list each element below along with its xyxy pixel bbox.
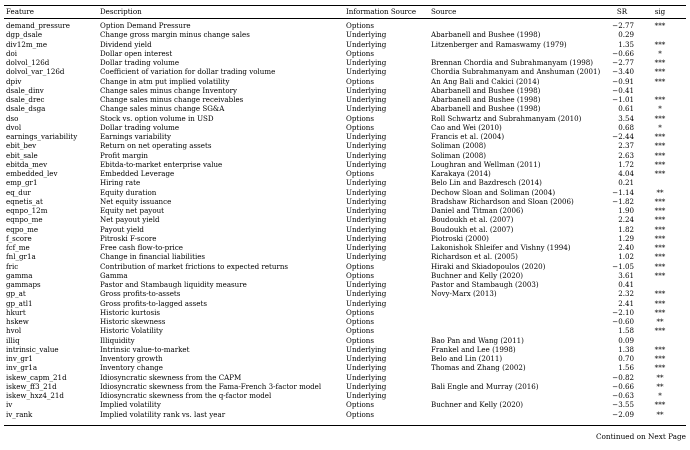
top-rule: [4, 5, 686, 6]
cell-feature: dvol: [6, 122, 22, 132]
cell-description: Idiosyncratic skewness from the Fama-French 3-factor model: [100, 381, 322, 391]
table-row: [4, 188, 686, 197]
table-row: [4, 49, 686, 58]
cell-info: Underlying: [346, 58, 387, 67]
cell-info: Underlying: [346, 344, 387, 354]
cell-feature: fnl_gr1a: [6, 252, 36, 262]
cell-info: Underlying: [346, 159, 387, 169]
cell-feature: ebitda_mev: [6, 159, 48, 169]
cell-sig: ***: [654, 363, 666, 373]
header-rule: [4, 18, 686, 19]
header-feature: Feature: [6, 7, 34, 16]
cell-feature: emp_gr1: [6, 178, 38, 188]
cell-sig: ***: [654, 354, 666, 363]
cell-description: Inventory change: [100, 363, 163, 373]
cell-info: Options: [346, 335, 374, 345]
cell-sr: 0.21: [618, 178, 634, 188]
table-row: [4, 67, 686, 76]
table-row: [4, 77, 686, 86]
cell-info: Underlying: [346, 354, 387, 363]
cell-feature: ebit_bev: [6, 141, 37, 151]
cell-source: Boudoukh et al. (2007): [431, 224, 514, 234]
cell-source: Soliman (2008): [431, 150, 487, 160]
cell-description: Profit margin: [100, 150, 148, 160]
cell-info: Underlying: [346, 39, 387, 49]
table-row: [4, 86, 686, 95]
cell-source: Buchner and Kelly (2020): [431, 270, 524, 280]
table-row: [4, 132, 686, 141]
cell-description: Gamma: [100, 270, 128, 280]
cell-source: Bali Engle and Murray (2016): [431, 381, 539, 391]
cell-feature: fcf_me: [6, 243, 30, 252]
table-row: [4, 308, 686, 317]
cell-sr: −2.09: [612, 409, 634, 419]
cell-description: Contribution of market frictions to expected returns: [100, 261, 289, 271]
cell-feature: iv: [6, 400, 13, 410]
cell-description: Earnings variability: [100, 132, 171, 141]
cell-description: Dollar trading volume: [100, 122, 180, 132]
cell-source: Hiraki and Skiadopoulos (2020): [431, 261, 546, 271]
cell-feature: dsale_dsga: [6, 104, 46, 114]
table-row: [4, 104, 686, 113]
cell-feature: doi: [6, 48, 18, 58]
table-row: [4, 243, 686, 252]
cell-sr: −0.91: [612, 76, 634, 86]
cell-sig: *: [658, 391, 662, 400]
cell-feature: iv_rank: [6, 409, 33, 419]
cell-feature: inv_gr1: [6, 354, 33, 363]
table-row: [4, 178, 686, 187]
cell-info: Underlying: [346, 141, 387, 151]
cell-info: Options: [346, 122, 374, 132]
cell-info: Options: [346, 261, 374, 271]
cell-sig: ***: [654, 39, 666, 49]
cell-sig: ***: [654, 252, 666, 262]
cell-info: Options: [346, 317, 374, 326]
cell-feature: illiq: [6, 335, 20, 345]
cell-source: Chordia Subrahmanyam and Anshuman (2001): [431, 67, 601, 77]
cell-sr: −2.77: [612, 58, 634, 67]
cell-sig: ***: [654, 206, 666, 215]
cell-sr: −0.41: [612, 85, 634, 95]
cell-description: Inventory growth: [100, 354, 163, 363]
cell-description: Implied volatility: [100, 400, 161, 410]
table-row: [4, 345, 686, 354]
cell-info: Underlying: [346, 206, 387, 215]
cell-feature: intrinsic_value: [6, 344, 59, 354]
cell-source: Abarbanell and Bushee (1998): [431, 104, 541, 114]
cell-sr: 2.24: [618, 215, 634, 225]
cell-sr: −1.01: [612, 95, 634, 104]
cell-sr: −2.77: [612, 21, 634, 30]
cell-feature: ebit_sale: [6, 150, 38, 160]
table-row: [4, 197, 686, 206]
header-info-source: Information Source: [346, 7, 417, 16]
cell-feature: fric: [6, 261, 19, 271]
cell-sr: 0.41: [618, 280, 634, 289]
cell-sr: 0.70: [618, 354, 634, 363]
table-row: [4, 363, 686, 372]
cell-sr: −3.55: [612, 400, 634, 410]
cell-feature: eq_dur: [6, 187, 31, 197]
cell-source: Litzenberger and Ramaswamy (1979): [431, 39, 567, 49]
cell-description: Option Demand Pressure: [100, 21, 191, 30]
cell-source: Dechow Sloan and Soliman (2004): [431, 187, 556, 197]
cell-description: Free cash flow-to-price: [100, 243, 183, 252]
table-row: [4, 382, 686, 391]
table-row: [4, 252, 686, 261]
cell-source: Piotroski (2000): [431, 233, 489, 243]
cell-sig: *: [658, 104, 662, 114]
cell-sig: ***: [654, 400, 666, 410]
cell-info: Underlying: [346, 95, 387, 104]
cell-info: Underlying: [346, 252, 387, 262]
cell-source: Frankel and Lee (1998): [431, 344, 516, 354]
table-row: [4, 400, 686, 409]
cell-info: Options: [346, 409, 374, 419]
cell-info: Underlying: [346, 215, 387, 225]
cell-description: Change in atm put implied volatility: [100, 76, 230, 86]
cell-source: Francis et al. (2004): [431, 132, 505, 141]
cell-description: Dollar trading volume: [100, 58, 180, 67]
cell-info: Options: [346, 76, 374, 86]
cell-info: Underlying: [346, 381, 387, 391]
cell-sr: 2.41: [618, 298, 634, 308]
cell-sig: *: [658, 48, 662, 58]
cell-description: Implied volatility rank vs. last year: [100, 409, 226, 419]
cell-feature: demand_pressure: [6, 21, 70, 30]
cell-source: Cao and Wei (2010): [431, 122, 502, 132]
cell-feature: earnings_variability: [6, 132, 78, 141]
cell-source: Abarbanell and Bushee (1998): [431, 95, 541, 104]
table-row: [4, 151, 686, 160]
table-row: [4, 215, 686, 224]
cell-feature: f_score: [6, 233, 32, 243]
cell-sig: ***: [654, 76, 666, 86]
cell-sr: −0.60: [612, 317, 634, 326]
cell-info: Underlying: [346, 363, 387, 373]
cell-description: Historic kurtosis: [100, 307, 161, 317]
cell-description: Change sales minus change Inventory: [100, 85, 238, 95]
cell-sr: 1.82: [618, 224, 634, 234]
table-row: [4, 160, 686, 169]
cell-source: Lakonishok Shleifer and Vishny (1994): [431, 243, 571, 252]
cell-info: Options: [346, 21, 374, 30]
table-row: [4, 234, 686, 243]
cell-sr: 0.68: [618, 122, 634, 132]
cell-sr: 1.72: [618, 159, 634, 169]
cell-info: Underlying: [346, 280, 387, 289]
cell-feature: hvol: [6, 326, 22, 336]
cell-sr: 1.38: [618, 344, 634, 354]
cell-source: Bao Pan and Wang (2011): [431, 335, 524, 345]
cell-sr: 2.32: [618, 289, 634, 299]
cell-feature: iskew_ff3_21d: [6, 381, 57, 391]
table-row: [4, 21, 686, 30]
cell-info: Underlying: [346, 298, 387, 308]
table-row: [4, 123, 686, 132]
cell-sr: −0.82: [612, 372, 634, 382]
cell-info: Underlying: [346, 104, 387, 114]
cell-source: Thomas and Zhang (2002): [431, 363, 526, 373]
cell-info: Underlying: [346, 391, 387, 400]
cell-info: Options: [346, 326, 374, 336]
cell-sig: ***: [654, 326, 666, 336]
cell-info: Options: [346, 400, 374, 410]
cell-sr: 1.56: [618, 363, 634, 373]
cell-sig: *: [658, 122, 662, 132]
table-row: [4, 280, 686, 289]
cell-feature: gamma: [6, 270, 33, 280]
cell-info: Underlying: [346, 150, 387, 160]
cell-description: Dollar open interest: [100, 48, 173, 58]
cell-sig: ***: [654, 270, 666, 280]
table-row: [4, 289, 686, 298]
cell-description: Idiosyncratic skewness from the q-factor model: [100, 391, 272, 400]
bottom-rule: [4, 425, 686, 426]
cell-info: Underlying: [346, 289, 387, 299]
cell-feature: dso: [6, 113, 19, 123]
cell-sig: ***: [654, 113, 666, 123]
cell-source: Daniel and Titman (2006): [431, 206, 524, 215]
cell-source: Abarbanell and Bushee (1998): [431, 85, 541, 95]
cell-sig: ***: [654, 21, 666, 30]
cell-feature: dgp_dsale: [6, 30, 43, 40]
cell-feature: dsale_drec: [6, 95, 45, 104]
table-row: [4, 262, 686, 271]
table-row: [4, 354, 686, 363]
cell-description: Net equity issuance: [100, 196, 172, 206]
cell-sr: 2.37: [618, 141, 634, 151]
cell-sr: 0.09: [618, 335, 634, 345]
cell-feature: gp_atl1: [6, 298, 33, 308]
cell-description: Pastor and Stambaugh liquidity measure: [100, 280, 247, 289]
cell-sig: ***: [654, 261, 666, 271]
cell-description: Intrinsic value-to-market: [100, 344, 190, 354]
cell-source: Buchner and Kelly (2020): [431, 400, 524, 410]
cell-sig: ***: [654, 298, 666, 308]
cell-sig: **: [656, 381, 664, 391]
cell-description: Dividend yield: [100, 39, 152, 49]
cell-feature: dolvol_var_126d: [6, 67, 65, 77]
cell-feature: div12m_me: [6, 39, 48, 49]
cell-description: Gross profits-to-assets: [100, 289, 181, 299]
cell-info: Underlying: [346, 30, 387, 40]
cell-sr: 3.54: [618, 113, 634, 123]
cell-sig: ***: [654, 159, 666, 169]
cell-sig: ***: [654, 215, 666, 225]
header-sig: sig: [654, 7, 666, 16]
table-row: [4, 271, 686, 280]
cell-info: Underlying: [346, 243, 387, 252]
cell-sig: ***: [654, 307, 666, 317]
table-row: [4, 299, 686, 308]
table-row: [4, 317, 686, 326]
table-row: [4, 169, 686, 178]
cell-feature: inv_gr1a: [6, 363, 38, 373]
cell-description: Stock vs. option volume in USD: [100, 113, 214, 123]
cell-description: Illiquidity: [100, 335, 135, 345]
cell-info: Underlying: [346, 187, 387, 197]
cell-description: Idiosyncratic skewness from the CAPM: [100, 372, 242, 382]
table-row: [4, 336, 686, 345]
cell-sig: ***: [654, 243, 666, 252]
cell-sr: 1.02: [618, 252, 634, 262]
cell-description: Historic skewness: [100, 317, 166, 326]
cell-source: Karakaya (2014): [431, 169, 491, 178]
cell-feature: gammaps: [6, 280, 41, 289]
table-row: [4, 410, 686, 419]
cell-info: Options: [346, 307, 374, 317]
cell-info: Options: [346, 270, 374, 280]
cell-feature: dpiv: [6, 76, 22, 86]
cell-source: Belo Lin and Bazdresch (2014): [431, 178, 542, 188]
cell-description: Hiring rate: [100, 178, 141, 188]
cell-source: Richardson et al. (2005): [431, 252, 518, 262]
cell-info: Underlying: [346, 132, 387, 141]
cell-sr: 1.58: [618, 326, 634, 336]
cell-sig: ***: [654, 224, 666, 234]
cell-feature: hkurt: [6, 307, 26, 317]
cell-info: Options: [346, 113, 374, 123]
cell-sig: ***: [654, 67, 666, 77]
cell-description: Ebitda-to-market enterprise value: [100, 159, 223, 169]
cell-feature: iskew_hxz4_21d: [6, 391, 64, 400]
table-row: [4, 391, 686, 400]
cell-sr: −0.66: [612, 381, 634, 391]
cell-description: Return on net operating assets: [100, 141, 212, 151]
cell-sr: 0.61: [618, 104, 634, 114]
cell-info: Options: [346, 48, 374, 58]
cell-description: Change sales minus change receivables: [100, 95, 244, 104]
cell-description: Payout yield: [100, 224, 144, 234]
cell-sr: 1.29: [618, 233, 634, 243]
cell-feature: dsale_dinv: [6, 85, 44, 95]
table-row: [4, 58, 686, 67]
table-row: [4, 40, 686, 49]
cell-source: An Ang Bali and Cakici (2014): [431, 76, 540, 86]
cell-sig: ***: [654, 150, 666, 160]
cell-description: Coefficient of variation for dollar trading volume: [100, 67, 276, 77]
cell-info: Underlying: [346, 233, 387, 243]
cell-info: Underlying: [346, 196, 387, 206]
cell-description: Change sales minus change SG&A: [100, 104, 225, 114]
table-row: [4, 225, 686, 234]
cell-feature: eqnpo_12m: [6, 206, 48, 215]
cell-sr: −0.63: [612, 391, 634, 400]
cell-description: Equity net payout: [100, 206, 165, 215]
cell-source: Belo and Lin (2011): [431, 354, 503, 363]
table-row: [4, 373, 686, 382]
cell-sr: 1.35: [618, 39, 634, 49]
cell-feature: eqpo_me: [6, 224, 39, 234]
cell-sr: −0.66: [612, 48, 634, 58]
cell-info: Options: [346, 169, 374, 178]
cell-sig: ***: [654, 58, 666, 67]
cell-sig: ***: [654, 169, 666, 178]
cell-sig: ***: [654, 141, 666, 151]
cell-sig: ***: [654, 344, 666, 354]
cell-sig: **: [656, 187, 664, 197]
cell-info: Underlying: [346, 372, 387, 382]
cell-description: Historic Volatility: [100, 326, 163, 336]
cell-feature: eqnetis_at: [6, 196, 43, 206]
cell-description: Pitroski F-score: [100, 233, 157, 243]
cell-sig: ***: [654, 196, 666, 206]
table-row: [4, 95, 686, 104]
cell-sr: −3.40: [612, 67, 634, 77]
cell-info: Underlying: [346, 85, 387, 95]
cell-source: Soliman (2008): [431, 141, 487, 151]
cell-sig: **: [656, 317, 664, 326]
cell-info: Underlying: [346, 67, 387, 77]
cell-source: Abarbanell and Bushee (1998): [431, 30, 541, 40]
table-row: [4, 114, 686, 123]
cell-info: Underlying: [346, 178, 387, 188]
cell-sig: **: [656, 372, 664, 382]
cell-source: Loughran and Wellman (2011): [431, 159, 541, 169]
cell-sig: ***: [654, 289, 666, 299]
cell-source: Brennan Chordia and Subrahmanyam (1998): [431, 58, 594, 67]
cell-sr: 3.61: [618, 270, 634, 280]
cell-source: Roll Schwartz and Subrahmanyam (2010): [431, 113, 582, 123]
cell-source: Boudoukh et al. (2007): [431, 215, 514, 225]
table-header-row: [4, 7, 686, 16]
cell-feature: dolvol_126d: [6, 58, 50, 67]
cell-feature: iskew_capm_21d: [6, 372, 67, 382]
cell-source: Pastor and Stambaugh (2003): [431, 280, 539, 289]
cell-sr: 1.90: [618, 206, 634, 215]
cell-description: Change in financial liabilities: [100, 252, 206, 262]
cell-source: Bradshaw Richardson and Sloan (2006): [431, 196, 574, 206]
table-row: [4, 206, 686, 215]
cell-sr: −2.10: [612, 307, 634, 317]
cell-sig: ***: [654, 95, 666, 104]
cell-sr: 4.04: [618, 169, 634, 178]
table-row: [4, 141, 686, 150]
cell-sig: **: [656, 409, 664, 419]
cell-sr: −2.44: [612, 132, 634, 141]
cell-sr: −1.82: [612, 196, 634, 206]
cell-description: Equity duration: [100, 187, 157, 197]
cell-source: Novy-Marx (2013): [431, 289, 497, 299]
cell-sr: 2.63: [618, 150, 634, 160]
cell-sr: 2.40: [618, 243, 634, 252]
cell-feature: eqnpo_me: [6, 215, 43, 225]
header-description: Description: [100, 7, 142, 16]
cell-sr: −1.14: [612, 187, 634, 197]
header-sr: SR: [616, 7, 628, 16]
cell-description: Gross profits-to-lagged assets: [100, 298, 207, 308]
table-row: [4, 30, 686, 39]
table-row: [4, 326, 686, 335]
continued-note: Continued on Next Page: [595, 432, 686, 441]
cell-sr: −1.05: [612, 261, 634, 271]
cell-feature: embedded_lev: [6, 169, 58, 178]
cell-description: Change gross margin minus change sales: [100, 30, 250, 40]
cell-feature: gp_at: [6, 289, 26, 299]
cell-info: Underlying: [346, 224, 387, 234]
cell-sig: ***: [654, 233, 666, 243]
header-source: Source: [431, 7, 457, 16]
cell-description: Net payout yield: [100, 215, 160, 225]
cell-feature: hskew: [6, 317, 29, 326]
cell-sr: 0.29: [618, 30, 634, 40]
cell-description: Embedded Leverage: [100, 169, 175, 178]
cell-sig: ***: [654, 132, 666, 141]
